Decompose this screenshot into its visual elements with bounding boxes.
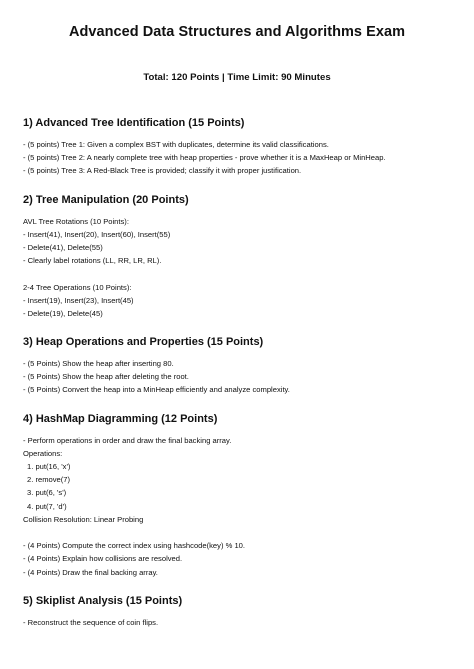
section-spacer [23,320,463,335]
section-line: - (5 points) Tree 1: Given a complex BST with duplicates, determine its valid classifications. [23,140,329,149]
section-line: - Clearly label rotations (LL, RR, LR, RL). [23,256,162,266]
section-line: - (5 points) Tree 2: A nearly complete tree with heap properties - prove whether it is a MaxHeap or MinHeap. [23,153,386,163]
blank-line [23,526,463,539]
section-heading: 2) Tree Manipulation (20 Points) [23,193,189,206]
section-spacer [23,178,463,193]
section-spacer [23,397,463,412]
exam-section [23,116,463,178]
blank-line [23,267,463,280]
section-line: - Delete(19), Delete(45) [23,308,103,318]
section-line: 2. remove(7) [27,475,71,485]
section-line: - (5 Points) Convert the heap into a MinHeap efficiently and analyze complexity. [23,385,290,395]
section-line: - Perform operations in order and draw the final backing array. [23,435,232,445]
exam-section [23,335,463,397]
section-line: - Delete(41), Delete(55) [23,242,103,252]
section-line: - (5 Points) Show the heap after inserting 80. [23,359,174,369]
section-lines [23,434,463,579]
section-line: - (5 Points) Show the heap after deleting the root. [23,372,189,382]
exam-content [23,116,463,629]
section-line: - (4 Points) Explain how collisions are resolved. [23,554,183,564]
section-spacer [23,579,463,594]
section-line: 2-4 Tree Operations (10 Points): [23,282,132,292]
section-lines [23,616,463,629]
section-heading: 3) Heap Operations and Properties (15 Points) [23,336,264,349]
exam-section [23,193,463,321]
section-line: Operations: [23,448,63,458]
section-heading: 4) HashMap Diagramming (12 Points) [23,412,218,425]
section-line: - Reconstruct the sequence of coin flips. [23,617,159,627]
exam-title: Advanced Data Structures and Algorithms Exam [68,24,406,40]
exam-section [23,412,463,579]
exam-section [23,594,463,629]
section-heading: 1) Advanced Tree Identification (15 Points) [23,117,245,129]
section-line: - Insert(41), Insert(20), Insert(60), Insert(55) [23,229,171,239]
section-lines [23,215,463,321]
section-heading: 5) Skiplist Analysis (15 Points) [23,594,183,607]
section-line: - (5 points) Tree 3: A Red-Black Tree is provided; classify it with proper justification. [23,166,302,176]
section-line: 1. put(16, 'x') [27,462,71,471]
section-line: - (4 Points) Draw the final backing array. [23,567,158,577]
section-line: Collision Resolution: Linear Probing [23,514,144,524]
section-line: 3. put(6, 's') [27,488,67,498]
section-line: AVL Tree Rotations (10 Points): [23,216,129,226]
section-line: - (4 Points) Compute the correct index using hashcode(key) % 10. [23,541,246,551]
section-lines [23,357,463,397]
exam-subtitle: Total: 120 Points | Time Limit: 90 Minutes [143,72,331,83]
section-line: 4. put(7, 'd') [27,501,67,511]
section-line: - Insert(19), Insert(23), Insert(45) [23,295,134,305]
section-lines [23,138,463,178]
